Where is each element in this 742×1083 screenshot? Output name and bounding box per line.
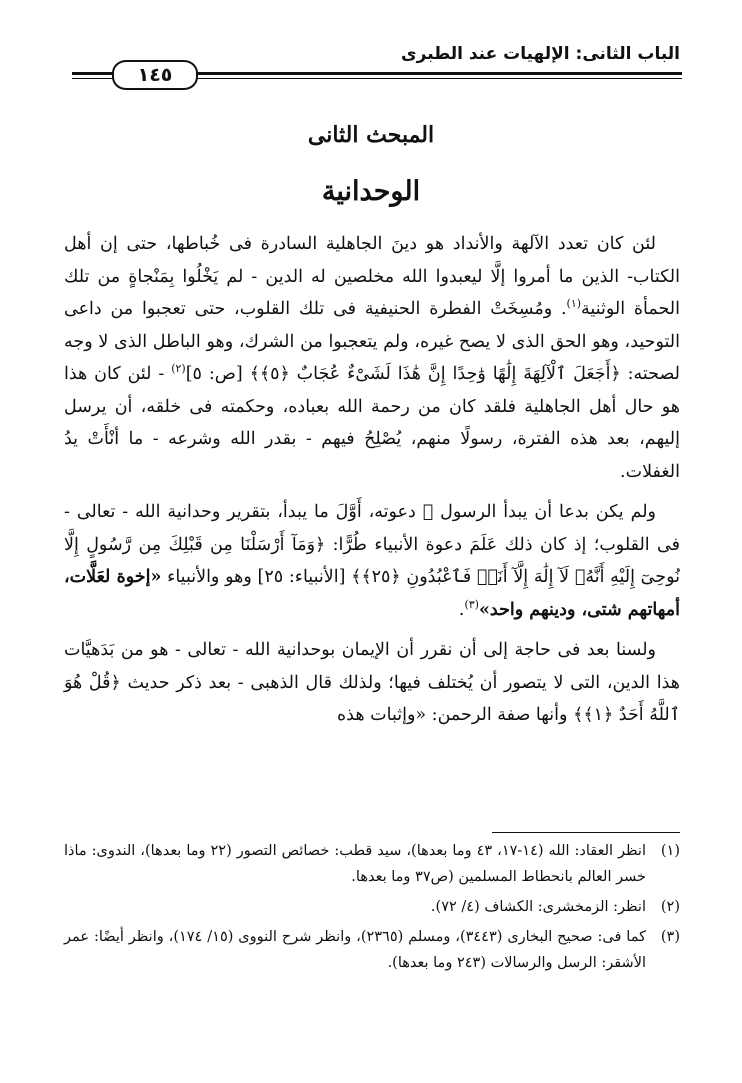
page-number: ١٤٥ xyxy=(112,60,198,90)
text-run: . ومُسِخَتْ الفطرة الحنيفية فى تلك القلوب، حتى تعجبوا من داعى التوحيد، وهو الحق الذى لا يصح غيره، ولم يتعجبوا من الشرك، وهو الباطل الذى لا وجه لصحته: xyxy=(64,299,680,384)
chapter-title: المبحث الثانى xyxy=(307,122,435,148)
footnote-number: (١) xyxy=(660,843,680,859)
text-run: - لئن كان هذا هو حال أهل الجاهلية فلقد كان من رحمة الله بعباده، وحكمته فى خلقه، أن يرسل إليهم، بعد هذه الفترة، رسولًا منهم، يُصْلِحُ فيهم - بقدر الله وشرعه - ما أنْأَتْ يدُ الغفلات. xyxy=(64,364,680,482)
footnote-text: انظر: الزمخشرى: الكشاف (٤/ ٧٢). xyxy=(430,899,646,915)
running-header: الباب الثانى: الإلهيات عند الطبرى xyxy=(401,44,680,64)
text-run: لئن كان تعدد الآلهة والأنداد هو دينَ الجاهلية السادرة فى خُباطها، حتى إن أهل الكتاب- الذين ما أمروا إلَّا ليعبدوا الله مخلصين له الدين - لم يَخْلُوا بِمَنْجاةٍ من تلك الحمأة الوثنية xyxy=(64,234,680,319)
quran-verse: ﴿قُلْ هُوَ ٱللَّهُ أَحَدٌ ﴿١﴾﴾ xyxy=(64,672,680,725)
paragraph xyxy=(64,634,680,732)
footnote-ref: (١) xyxy=(566,297,582,311)
text-run: ولم يكن بدعا أن يبدأ الرسول ﷺ دعوته، أَوَّلَ ما يبدأ، بتقرير وحدانية الله - تعالى - فى القلوب؛ إذ كان ذلك عَلَمَ دعوة الأنبياء طُرًّا: xyxy=(64,502,680,555)
paragraph xyxy=(64,228,680,488)
quran-verse: ﴿وَمَآ أَرْسَلْنَا مِن قَبْلِكَ مِن رَّسُولٍ إِلَّا نُوحِىٓ إِلَيْهِ أَنَّهُۥ لَآ إِلَٰهَ إِلَّآ أَنَا۠ فَٱعْبُدُونِ ﴿٢٥﴾﴾ xyxy=(64,534,680,587)
footnote-number: (٢) xyxy=(660,899,680,915)
footnote xyxy=(64,924,680,976)
footnotes xyxy=(64,838,680,980)
text-run: . xyxy=(458,599,465,620)
footnote-ref: (٣) xyxy=(464,597,479,611)
hadith-quote: «إخوة لعَلَّات، أمهاتهم شتى، ودينهم واحد» xyxy=(64,567,680,620)
footnote xyxy=(64,838,680,890)
text-run: [الأنبياء: ٢٥] وهو والأنبياء xyxy=(161,567,352,587)
paragraph xyxy=(64,496,680,626)
footnote-text: انظر العقاد: الله (١٤-١٧، ٤٣ وما بعدها)، سيد قطب: خصائص التصور (٢٢ وما بعدها)، الندوى: ماذا خسر العالم بانحطاط المسلمين (ص٣٧ وما بعدها. xyxy=(64,843,646,885)
footnote-ref: (٢) xyxy=(171,362,186,376)
footnote-text: كما فى: صحيح البخارى (٣٤٤٣)، ومسلم (٢٣٦٥)، وانظر شرح النووى (١٥/ ١٧٤)، وانظر أيضًا: عمر الأشقر: الرسل والرسالات (٢٤٣ وما بعدها). xyxy=(64,929,646,971)
section-title: الوحدانية xyxy=(321,176,421,207)
text-run: وأنها صفة الرحمن: «وإثبات هذه xyxy=(337,705,574,725)
footnote-rule xyxy=(492,832,680,833)
body-text xyxy=(64,228,680,732)
footnote-number: (٣) xyxy=(660,929,680,945)
text-run: [ص: ٥] xyxy=(185,364,250,384)
footnote xyxy=(64,894,680,920)
text-run: ولسنا بعد فى حاجة إلى أن نقرر أن الإيمان بوحدانية الله - تعالى - هو من بَدَهيَّات هذا الدين، التى لا يتصور أن يُختلف فيها؛ ولذلك قال الذهبى - بعد ذكر حديث xyxy=(64,640,680,693)
quran-verse: ﴿أَجَعَلَ ٱلْآلِهَةَ إِلَٰهًا وَٰحِدًا إِنَّ هَٰذَا لَشَىْءٌ عُجَابٌ ﴿٥﴾﴾ xyxy=(249,364,621,384)
